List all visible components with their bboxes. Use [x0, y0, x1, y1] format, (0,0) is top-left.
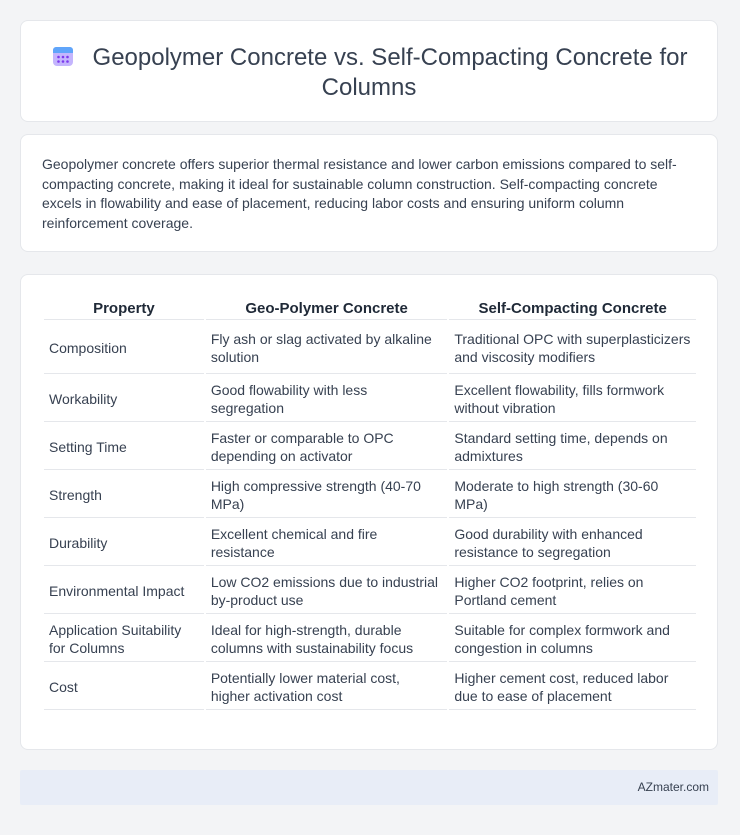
calendar-icon — [51, 44, 75, 68]
geopolymer-cell: Excellent chemical and fire resistance — [206, 520, 448, 566]
title-card — [20, 20, 718, 122]
header-property: Property — [44, 297, 204, 320]
geopolymer-cell: Good flowability with less segregation — [206, 376, 448, 422]
table-row — [44, 424, 696, 470]
self-compacting-cell: Traditional OPC with superplasticizers and viscosity modifiers — [449, 322, 696, 374]
summary-text: Geopolymer concrete offers superior thermal resistance and lower carbon emissions compared to self-compacting concrete, making it ideal for sustainable column construction. Self-compacting concrete excels in flowability and ease of placement, reducing labor costs and ensuring uniform column reinforcement coverage. — [42, 156, 677, 231]
property-cell: Composition — [44, 322, 204, 374]
footer-bar — [20, 770, 718, 805]
table-row — [44, 664, 696, 710]
self-compacting-cell: Good durability with enhanced resistance to segregation — [449, 520, 696, 566]
geopolymer-cell: Fly ash or slag activated by alkaline solution — [206, 322, 448, 374]
self-compacting-cell: Standard setting time, depends on admixtures — [449, 424, 696, 470]
table-row — [44, 376, 696, 422]
self-compacting-cell: Higher cement cost, reduced labor due to ease of placement — [449, 664, 696, 710]
table-row — [44, 322, 696, 374]
table-row — [44, 472, 696, 518]
footer-brand[interactable]: AZmater.com — [637, 780, 709, 794]
property-cell: Setting Time — [44, 424, 204, 470]
self-compacting-cell: Suitable for complex formwork and congestion in columns — [449, 616, 696, 662]
header-geopolymer: Geo-Polymer Concrete — [206, 297, 448, 320]
self-compacting-cell: Excellent flowability, fills formwork without vibration — [449, 376, 696, 422]
comparison-table — [42, 295, 698, 712]
page-title-wrap — [21, 43, 717, 103]
comparison-table-card — [20, 274, 718, 750]
property-cell: Cost — [44, 664, 204, 710]
summary-card — [20, 134, 718, 252]
property-cell: Application Suitability for Columns — [44, 616, 204, 662]
property-cell: Environmental Impact — [44, 568, 204, 614]
property-cell: Durability — [44, 520, 204, 566]
page-title: Geopolymer Concrete vs. Self-Compacting Concrete for Columns — [92, 44, 688, 101]
header-self-compacting: Self-Compacting Concrete — [449, 297, 696, 320]
self-compacting-cell: Moderate to high strength (30-60 MPa) — [449, 472, 696, 518]
property-cell: Strength — [44, 472, 204, 518]
geopolymer-cell: Low CO2 emissions due to industrial by-product use — [206, 568, 448, 614]
geopolymer-cell: Potentially lower material cost, higher activation cost — [206, 664, 448, 710]
table-row — [44, 568, 696, 614]
geopolymer-cell: Faster or comparable to OPC depending on activator — [206, 424, 448, 470]
geopolymer-cell: Ideal for high-strength, durable columns with sustainability focus — [206, 616, 448, 662]
table-header-row — [44, 297, 696, 320]
geopolymer-cell: High compressive strength (40-70 MPa) — [206, 472, 448, 518]
property-cell: Workability — [44, 376, 204, 422]
self-compacting-cell: Higher CO2 footprint, relies on Portland cement — [449, 568, 696, 614]
table-row — [44, 520, 696, 566]
table-row — [44, 616, 696, 662]
